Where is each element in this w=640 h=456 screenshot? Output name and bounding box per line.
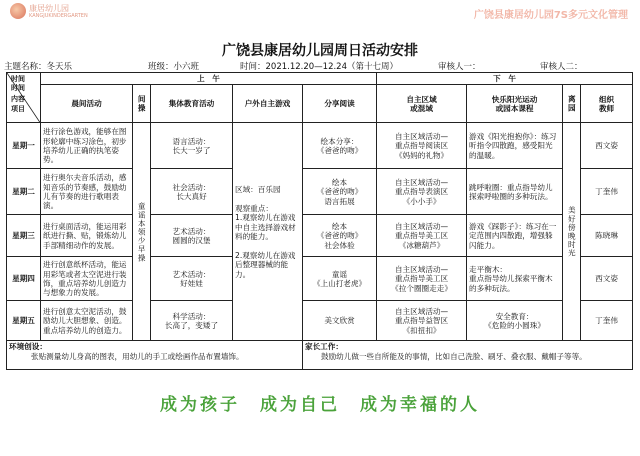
sharing-reading-cell: 美文欣赏 [303, 301, 377, 341]
parent-work-title: 家长工作： [305, 342, 343, 352]
environment-title: 环境创设： [9, 342, 47, 352]
day-label: 星期三 [7, 215, 41, 257]
table-row [7, 169, 633, 215]
outdoor-play-cell: 区域：百乐园 观察重点： 1.观察幼儿在游戏中自主选择游戏材料的能力。 2.观察幼儿在游戏后整理器械的能力。 [233, 123, 303, 341]
class-name: 班级：小六班 [148, 62, 200, 72]
free-area-cell: 自主区域活动— 重点指导美工区 《拉个圈圈走走》 [377, 257, 467, 301]
sharing-reading-cell: 绘本 《爸爸的吻》 语言拓展 [303, 169, 377, 215]
teacher-cell: 西文姿 [581, 257, 633, 301]
morning-activity-cell: 进行创意太空泥活动，鼓励幼儿大胆想象、创造。重点培养幼儿的创造力。 [41, 301, 133, 341]
col-teacher: 组织 教师 [581, 85, 633, 123]
group-teaching-cell: 艺术活动： 圆圆的汉堡 [151, 215, 233, 257]
sharing-reading-cell: 绘本分享： 《爸爸的吻》 [303, 123, 377, 169]
teacher-cell: 丁奎伟 [581, 169, 633, 215]
reviewer-one: 审核人一： [438, 62, 481, 72]
teacher-cell: 丁奎伟 [581, 301, 633, 341]
col-morning-exercise: 间操 [133, 85, 151, 123]
table-row [7, 215, 633, 257]
week-time: 时间：2021.12.20—12.24（第十七周） [240, 62, 399, 72]
sunshine-cell: 跳呼啦圈：重点指导幼儿探索呼啦圈的多种玩法。 [467, 169, 563, 215]
day-label: 星期五 [7, 301, 41, 341]
free-area-cell: 自主区域活动— 重点指导美工区 《冰糖葫芦》 [377, 215, 467, 257]
logo-emblem-icon [10, 3, 26, 19]
table-row [7, 301, 633, 341]
sunshine-cell: 游戏《阳光抱抱你》：练习听指令四散跑，感受阳光的温暖。 [467, 123, 563, 169]
morning-activity-cell: 进行奥尔夫音乐活动，感知音乐的节奏感，鼓励幼儿有节奏的进行歌唱表演。 [41, 169, 133, 215]
col-leaving: 离园 [563, 85, 581, 123]
reviewer-two: 审核人二： [540, 62, 583, 72]
free-area-cell: 自主区域活动— 重点指导阅读区 《妈妈的礼物》 [377, 123, 467, 169]
corner-label: 项目 [11, 105, 25, 113]
brand-tagline: 广饶县康居幼儿园7S多元文化管理 [473, 10, 628, 21]
group-teaching-cell: 社会活动： 长大真好 [151, 169, 233, 215]
col-sunshine: 快乐阳光运动 或园本课程 [467, 85, 563, 123]
group-teaching-cell: 艺术活动： 好娃娃 [151, 257, 233, 301]
group-teaching-cell: 科学活动： 长高了，变矮了 [151, 301, 233, 341]
free-area-cell: 自主区域活动— 重点指导表演区 《小小手》 [377, 169, 467, 215]
sharing-reading-cell: 绘本 《爸爸的吻》 社会体验 [303, 215, 377, 257]
col-outdoor-play: 户外自主游戏 [233, 85, 303, 123]
col-sharing-reading: 分享阅读 [303, 85, 377, 123]
environment-text: 张贴测量幼儿身高的图表，用幼儿的手工或绘画作品布置墙饰。 [31, 351, 244, 361]
table-row [7, 257, 633, 301]
corner-header [7, 73, 41, 123]
day-label: 星期二 [7, 169, 41, 215]
afternoon-header: 下 午 [377, 73, 633, 85]
teacher-cell: 西文姿 [581, 123, 633, 169]
page-title: 广饶县康居幼儿园周日活动安排 [222, 43, 418, 59]
theme-name: 主题名称：冬天乐 [4, 62, 73, 72]
environment-section [7, 341, 303, 370]
sunshine-cell: 游戏《踩影子》：练习在一定范围内四散跑，增强躲闪能力。 [467, 215, 563, 257]
weekly-schedule-table [6, 72, 633, 370]
table-row [7, 123, 633, 169]
slogan: 成为孩子 成为自己 成为幸福的人 [160, 395, 480, 415]
day-label: 星期一 [7, 123, 41, 169]
morning-activity-cell: 进行涂色游戏，能够在图形轮廓中练习涂色，初步培养幼儿正确的执笔姿势。 [41, 123, 133, 169]
col-free-area: 自主区域 或混域 [377, 85, 467, 123]
sunshine-cell: 走平衡木： 重点指导幼儿探索平衡木的多种玩法。 [467, 257, 563, 301]
corner-label: 时间 [11, 84, 25, 92]
day-label: 星期四 [7, 257, 41, 301]
kindergarten-logo [10, 3, 88, 19]
corner-label: 内容 [11, 95, 25, 103]
logo-text: 康居幼儿园 [29, 3, 69, 13]
col-morning-activity: 晨间活动 [41, 85, 133, 123]
sharing-reading-cell: 童谣 《上山打老虎》 [303, 257, 377, 301]
morning-exercise-cell: 童谣本领少早操 [133, 123, 151, 341]
logo-subtext: KANGJUKINDERGARTEN [29, 12, 88, 19]
sunshine-cell: 安全教育： 《危险的小圆珠》 [467, 301, 563, 341]
group-teaching-cell: 语言活动： 长大一岁了 [151, 123, 233, 169]
morning-activity-cell: 进行创意纸杯活动，能运用彩笔或者太空泥进行装饰，重点培养幼儿创造力与想象力的发展。 [41, 257, 133, 301]
parent-work-section [303, 341, 633, 370]
morning-header: 上 午 [41, 73, 377, 85]
corner-label: 时间 [11, 75, 25, 83]
teacher-cell: 陈晓琳 [581, 215, 633, 257]
parent-work-text: 鼓励幼儿做一些自所能及的事情，比如自己洗脸、刷牙、叠衣服、戴帽子等等。 [321, 351, 587, 361]
col-group-teaching: 集体教育活动 [151, 85, 233, 123]
top-banner [0, 0, 640, 26]
free-area-cell: 自主区域活动— 重点指导益智区 《扣扭扣》 [377, 301, 467, 341]
morning-activity-cell: 进行桌面活动，能运用彩纸进行撕、贴，锻炼幼儿手部精细动作的发展。 [41, 215, 133, 257]
footer-row [7, 341, 633, 370]
leaving-cell: 美好傍晚时光 [563, 123, 581, 341]
